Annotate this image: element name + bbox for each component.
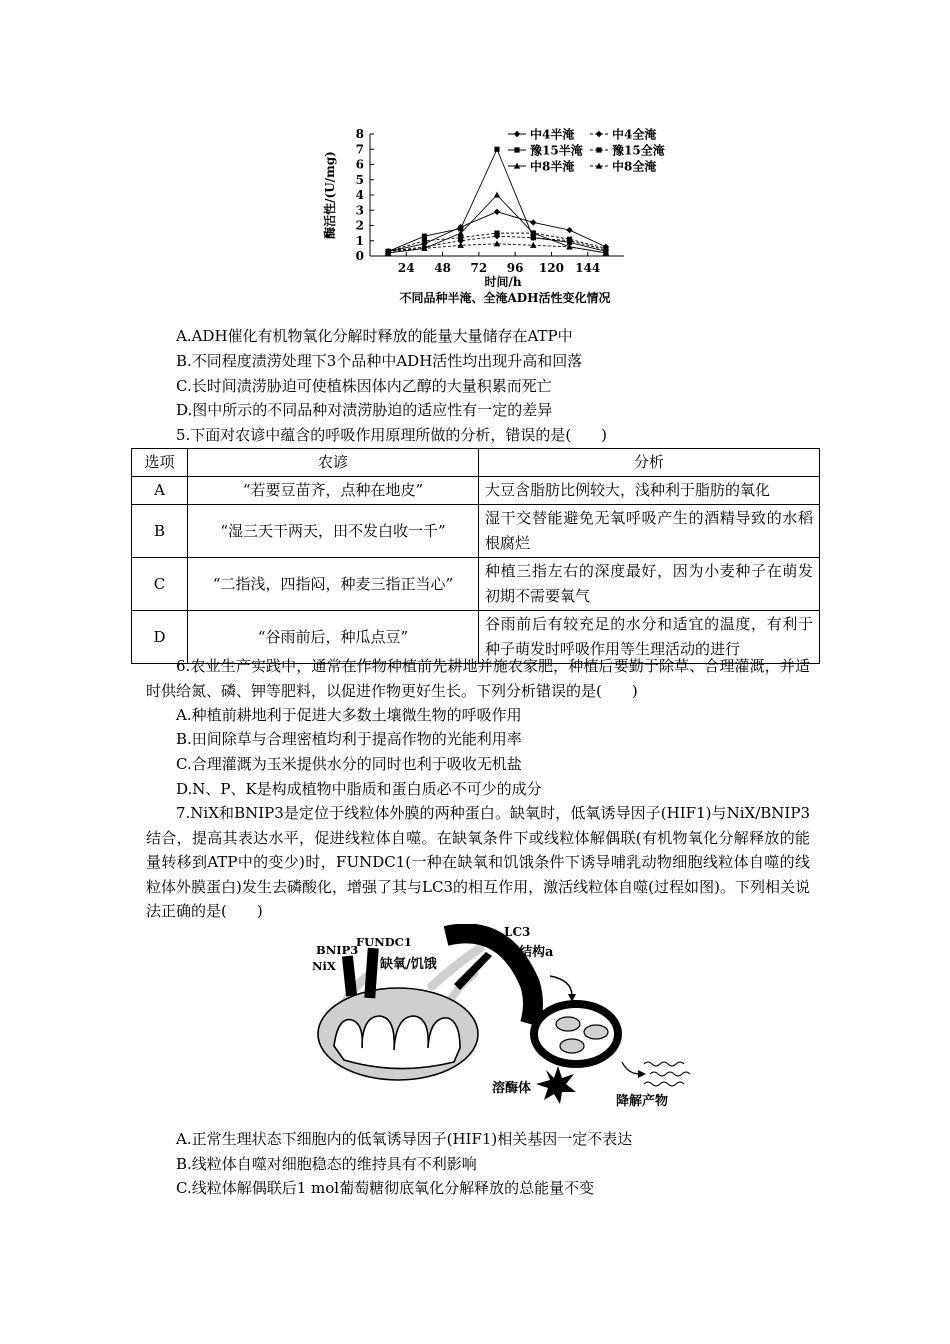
data-point [566,227,572,233]
row-option: D [132,611,188,664]
legend-entry [590,143,665,158]
label-membrane-a: 膜结构a [506,945,554,960]
chart-title: 不同品种半淹、全淹ADH活性变化情况 [399,291,611,305]
x-tick-label: 48 [434,261,451,275]
header-proverb: 农谚 [188,449,479,477]
data-point [494,240,500,246]
legend-label: 中4全淹 [612,127,657,142]
q5-table [131,448,820,664]
data-point [421,245,427,251]
mitophagy-diagram [304,924,694,1120]
small-mitochondrion [560,1039,584,1053]
small-mitochondrion [584,1025,608,1039]
row-proverb: “湿三天干两天，田不发白收一千” [188,505,479,558]
row-option: C [132,558,188,611]
x-tick-label: 144 [575,261,601,275]
data-point [494,147,499,152]
header-analysis: 分析 [479,449,820,477]
q4-option-c: C.长时间渍涝胁迫可使植株因体内乙醇的大量积累而死亡 [176,377,552,395]
product-squiggle [644,1082,684,1086]
q6-stem: 6.农业生产实践中，通常在作物种植前先耕地并施农家肥，种植后要勤于除草、合理灌溉，并适时供给氮、磷、钾等肥料，以促进作物更好生长。下列分析错误的是( ) [146,657,810,700]
row-analysis: 种植三指左右的深度最好，因为小麦种子在萌发初期不需要氧气 [479,558,820,611]
label-bnip3: BNIP3 [316,943,359,957]
table-row [132,505,820,558]
q5-stem: 5.下面对农谚中蕴含的呼吸作用原理所做的分析，错误的是( ) [176,426,608,444]
row-option: A [132,477,188,505]
label-lc3: LC3 [504,925,531,939]
product-squiggle [644,1062,684,1066]
header-option: 选项 [132,449,188,477]
y-tick-label: 8 [355,127,364,141]
data-point [422,234,427,239]
q6-option-c: C.合理灌溉为玉米提供水分的同时也利于吸收无机盐 [176,755,522,773]
data-point [530,242,536,248]
table-row [132,477,820,505]
legend-marker [514,147,519,152]
data-point [494,209,500,215]
x-tick-label: 120 [538,261,564,275]
legend-label: 豫15半淹 [530,143,583,158]
q4-option-b: B.不同程度渍涝处理下3个品种中ADH活性均出现升高和回落 [176,352,583,370]
row-analysis: 谷雨前后有较充足的水分和适宜的温度，有利于种子萌发时呼吸作用等生理活动的进行 [479,611,820,664]
flow-arrow [550,976,572,996]
legend-label: 中4半淹 [530,127,575,142]
x-tick-label: 72 [470,261,488,275]
row-proverb: “若要豆苗齐，点种在地皮” [188,477,479,505]
data-point [422,238,427,243]
adh-activity-chart [318,120,688,310]
q7-option-c: C.线粒体解偶联后1 mol葡萄糖彻底氧化分解释放的总能量不变 [176,1179,595,1197]
data-point [530,219,536,225]
q7-option-b: B.线粒体自噬对细胞稳态的维持具有不利影响 [176,1155,477,1173]
data-point [531,235,536,240]
q4-option-a: A.ADH催化有机物氧化分解时释放的能量大量储存在ATP中 [176,327,573,345]
row-proverb: “二指浅，四指闷，种麦三指正当心” [188,558,479,611]
legend-entry [508,127,574,142]
legend-marker [596,147,601,152]
label-nix: NiX [312,959,336,973]
y-axis-label: 酶活性/(U/mg) [323,151,337,239]
legend-marker [596,131,602,137]
x-axis-label: 时间/h [484,275,522,289]
table-row [132,558,820,611]
y-tick-label: 4 [355,188,364,202]
data-point [458,235,463,240]
q6-option-a: A.种植前耕地利于促进大多数土壤微生物的呼吸作用 [176,706,522,724]
lysosome-icon [536,1066,576,1104]
data-point [494,192,500,198]
legend-entry [508,143,583,158]
q4-option-d: D.图中所示的不同品种对渍涝胁迫的适应性有一定的差异 [176,401,553,419]
label-lysosome: 溶酶体 [492,1081,532,1096]
q6-option-d: D.N、P、K是构成植物中脂质和蛋白质必不可少的成分 [176,780,542,798]
data-point [494,231,499,236]
x-tick-label: 96 [506,261,524,275]
y-tick-label: 2 [355,218,364,233]
product-squiggle [650,1072,690,1076]
y-tick-label: 6 [355,157,364,172]
q6-option-b: B.田间除草与合理密植均利于提高作物的光能利用率 [176,730,522,748]
row-analysis: 大豆含脂肪比例较大，浅种利于脂肪的氧化 [479,477,820,505]
table-header-row [132,449,820,477]
legend-label: 豫15全淹 [612,143,665,158]
legend-label: 中8全淹 [612,159,657,174]
label-fundc1: FUNDC1 [356,935,412,949]
legend-entry [508,159,574,174]
legend-marker [514,131,520,137]
flow-arrowhead [638,1070,646,1078]
y-tick-label: 0 [355,249,364,263]
row-proverb: “谷雨前后，种瓜点豆” [188,611,479,664]
row-analysis: 湿干交替能避免无氧呼吸产生的酒精导致的水稻根腐烂 [479,505,820,558]
legend-entry [590,159,656,174]
x-tick-label: 24 [397,261,415,275]
row-option: B [132,505,188,558]
y-tick-label: 1 [355,233,364,248]
flow-arrow [622,1062,640,1074]
q7-option-a: A.正常生理状态下细胞内的低氧诱导因子(HIF1)相关基因一定不表达 [176,1130,633,1148]
y-tick-label: 3 [355,203,364,218]
small-mitochondrion [556,1017,580,1031]
q7-stem: 7.NiX和BNIP3是定位于线粒体外膜的两种蛋白。缺氧时，低氧诱导因子(HIF1)与NiX/BNIP3结合，提高其表达水平，促进线粒体自噬。在缺氧条件下或线粒体解偶联(有机物氧化分解释放的能量转移到ATP中的变少)时，FUNDC1(一种在缺氧和饥饿条件下诱导哺乳动物细胞线粒体自噬的线粒体外膜蛋白)发生去磷酸化，增强了其与LC3的相互作用，激活线粒体自噬(过程如图)。下列相关说法正确的是( ) [146,804,810,920]
legend-label: 中8半淹 [530,159,575,174]
label-hypoxia: 缺氧/饥饿 [380,957,437,972]
data-point [567,237,572,242]
label-products: 降解产物 [616,1094,669,1109]
y-tick-label: 5 [355,172,364,187]
y-tick-label: 7 [355,142,364,157]
legend-entry [590,127,656,142]
bnip3-protein [342,955,357,996]
